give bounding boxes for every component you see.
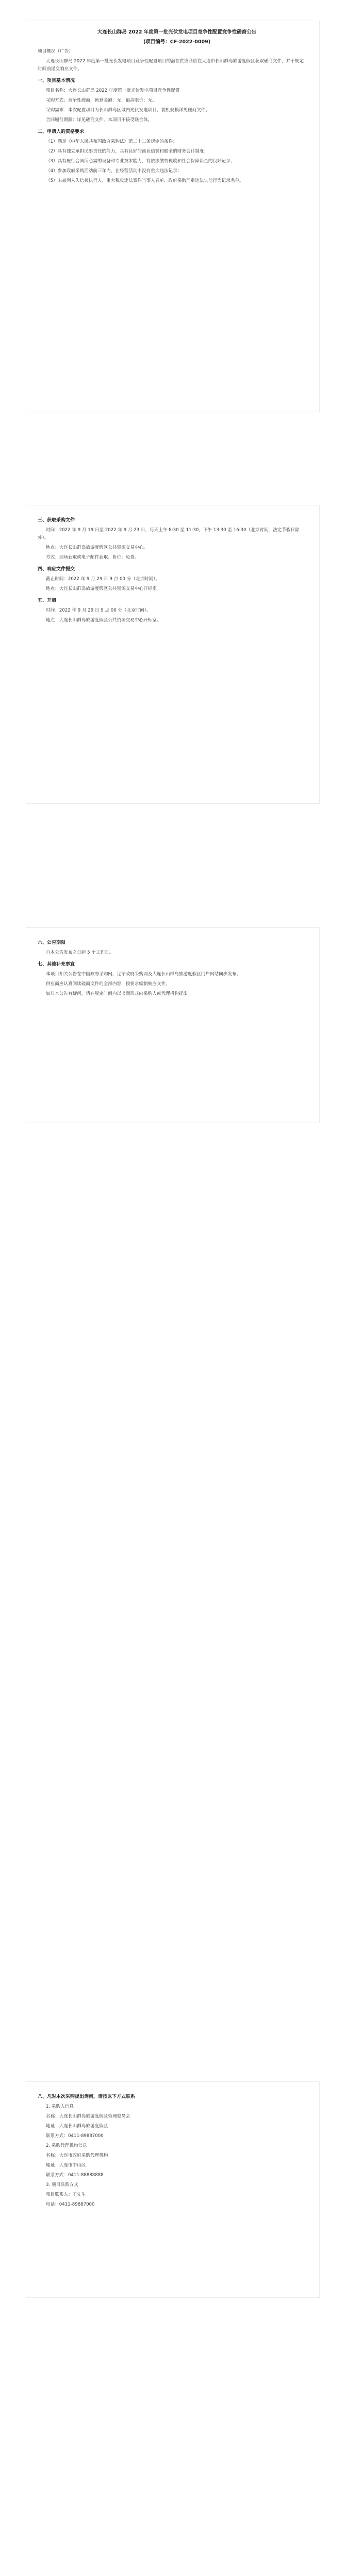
section-8-p9: 3. 项目联系方式 bbox=[46, 2182, 78, 2188]
section-3-p3: 方式：现场获取或电子邮件获取。售价：免费。 bbox=[46, 555, 139, 560]
section-1-title: 一、项目基本情况 bbox=[38, 78, 75, 83]
section-8-p10: 项目联系人：王先生 bbox=[46, 2192, 86, 2197]
section-1-p4: 合同履行期限：详见磋商文件。本项目不接受联合体。 bbox=[46, 117, 153, 123]
notice-card-3 bbox=[26, 927, 320, 1123]
section-1-p2: 采购方式：竞争性磋商，预算金额：无，最高限价：无。 bbox=[46, 98, 157, 103]
notice-project-number: (项目编号：CF-2022-0009) bbox=[143, 39, 211, 45]
section-8-p5: 2. 采购代理机构信息 bbox=[46, 2143, 87, 2148]
section-2-p3: （3）具有履行合同所必需的设备和专业技术能力，有依法缴纳税收和社会保障资金的良好记录； bbox=[46, 159, 235, 164]
section-8-p7: 地址：大连市中山区 bbox=[46, 2163, 86, 2168]
notice-card-4 bbox=[26, 2081, 320, 2298]
section-7-p1: 本项目相关公告在中国政府采购网、辽宁政府采购网及大连长山群岛旅游度假区门户网站同步发布。 bbox=[46, 972, 241, 977]
section-1-p3: 采购需求：本次配置项目为长山群岛区域内光伏发电项目，装机规模详见磋商文件。 bbox=[46, 108, 210, 113]
notice-overview: 大连长山群岛 2022 年度第一批光伏发电项目竞争性配置项目的潜在供应商应在大连市长山群岛旅游度假区获取磋商文件，并于规定时间前递交响应文件。 bbox=[38, 59, 304, 72]
section-5-p2: 地点：大连长山群岛旅游度假区公共资源交易中心开标室。 bbox=[46, 618, 161, 623]
notice-intro: 项目概况（广告） bbox=[38, 49, 73, 54]
section-7-p3: 如对本公告有疑问，请在规定时间内以书面形式向采购人或代理机构提出。 bbox=[46, 991, 192, 996]
section-1-p1: 项目名称：大连长山群岛 2022 年度第一批光伏发电项目竞争性配置 bbox=[46, 88, 180, 93]
section-8-p8: 联系方式：0411-88888888 bbox=[46, 2173, 104, 2178]
section-2-p5: （5）未被列入失信被执行人、重大税收违法案件当事人名单、政府采购严重违法失信行为记录名单。 bbox=[46, 178, 244, 183]
section-7-p2: 供应商应认真阅读磋商文件的全部内容，按要求编制响应文件。 bbox=[46, 981, 170, 987]
section-8-p2: 名称：大连长山群岛旅游度假区管理委员会 bbox=[46, 2114, 130, 2119]
section-5-title: 五、开启 bbox=[38, 598, 57, 603]
section-8-p6: 名称：大连市政府采购代理机构 bbox=[46, 2153, 108, 2158]
section-6-p1: 自本公告发布之日起 5 个工作日。 bbox=[46, 950, 114, 955]
notice-card-2 bbox=[26, 505, 320, 804]
section-2-p2: （2）具有独立承担民事责任的能力，具有良好的商业信誉和健全的财务会计制度； bbox=[46, 149, 208, 154]
section-6-title: 六、公告期限 bbox=[38, 940, 66, 945]
section-3-p1: 时间：2022 年 9 月 19 日至 2022 年 9 月 23 日，每天上午 8:30 至 11:30，下午 13:30 至 16:30（北京时间，法定节假日除外）。 bbox=[38, 528, 300, 540]
section-4-p2: 地点：大连长山群岛旅游度假区公共资源交易中心开标室。 bbox=[46, 586, 161, 591]
section-8-p3: 地址：大连长山群岛旅游度假区 bbox=[46, 2124, 108, 2129]
section-2-p4: （4）参加政府采购活动前三年内，在经营活动中没有重大违法记录； bbox=[46, 168, 182, 174]
section-8-p11: 电话：0411-89887000 bbox=[46, 2202, 95, 2207]
section-3-title: 三、获取采购文件 bbox=[38, 518, 75, 523]
section-8-p4: 联系方式：0411-89887000 bbox=[46, 2133, 104, 2139]
notice-card-1 bbox=[26, 21, 320, 412]
section-5-p1: 时间：2022 年 9 月 29 日 9 点 00 分（北京时间）。 bbox=[46, 608, 151, 613]
section-8-title: 八、凡对本次采购提出询问，请按以下方式联系 bbox=[38, 2094, 136, 2099]
notice-title: 大连长山群岛 2022 年度第一批光伏发电项目竞争性配置竞争性磋商公告 bbox=[97, 29, 257, 35]
section-4-p1: 截止时间：2022 年 9 月 29 日 9 点 00 分（北京时间）。 bbox=[46, 577, 160, 582]
section-8-p1: 1. 采购人信息 bbox=[46, 2104, 74, 2109]
section-4-title: 四、响应文件提交 bbox=[38, 567, 75, 572]
section-3-p2: 地点：大连长山群岛旅游度假区公共资源交易中心。 bbox=[46, 545, 148, 550]
section-7-title: 七、其他补充事宜 bbox=[38, 962, 75, 967]
section-2-title: 二、申请人的资格要求 bbox=[38, 129, 85, 134]
section-2-p1: （1）满足《中华人民共和国政府采购法》第二十二条规定的条件； bbox=[46, 139, 177, 144]
